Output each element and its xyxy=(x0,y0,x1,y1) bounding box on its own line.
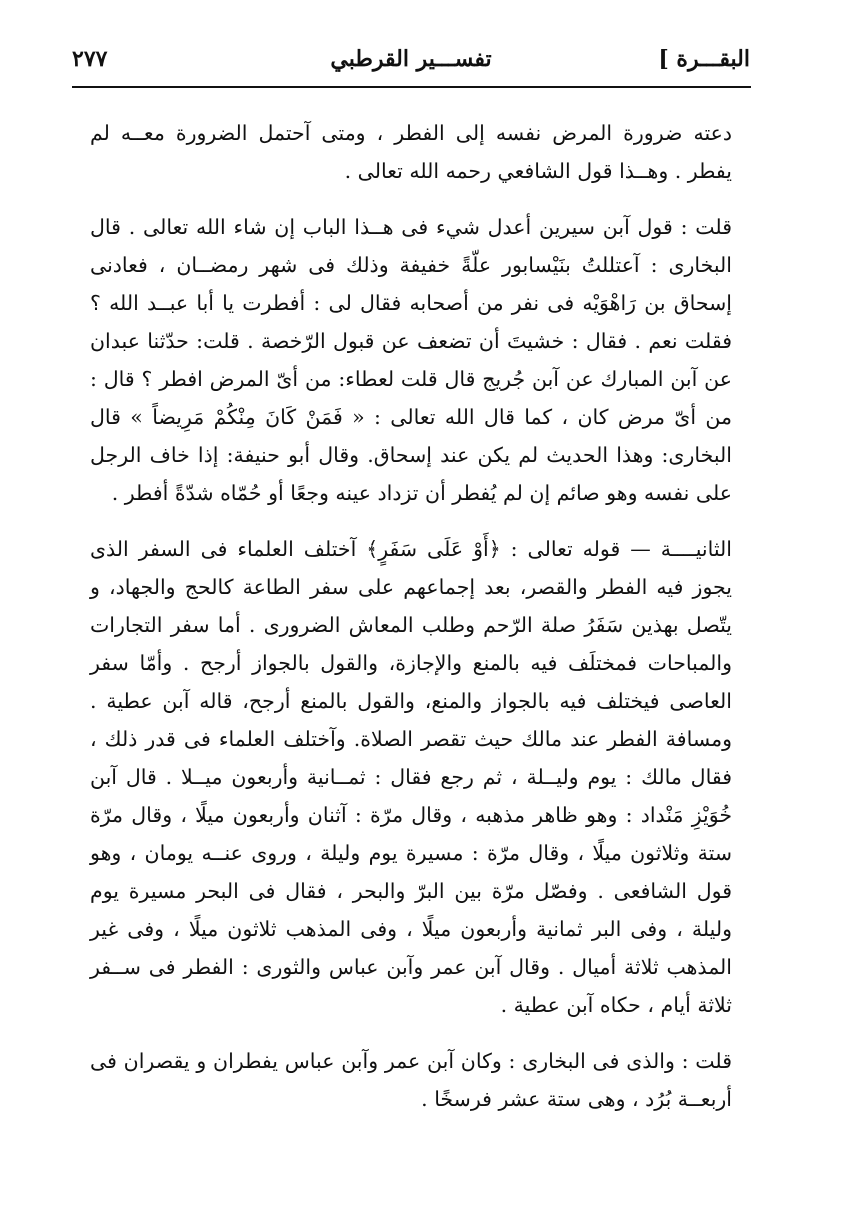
page-body xyxy=(90,114,732,1118)
paragraph-1: دعته ضرورة المرض نفسه إلى الفطر ، ومتى آحتمل الضرورة معــه لم يفطر . وهــذا قول الشافعي رحمه الله تعالى . xyxy=(90,121,732,183)
paragraph-3: الثانيــــة — قوله تعالى : ﴿أَوْ عَلَى سَفَرٍ﴾ آختلف العلماء فى السفر الذى يجوز فيه الفطر والقصر، بعد إجماعهم على سفر الطاعة كالحج والجهاد، و يتّصل بهذين سَفَرُ صلة الرّحم وطلب المعاش الضرورى . أما سفر التجارات والمباحات فمختلَف فيه بالمنع والإجازة، والقول بالجواز أرجح . وأمّا سفر العاصى فيختلف فيه بالجواز والمنع، والقول بالمنع أرجح، قاله آبن عطية . ومسافة الفطر عند مالك حيث تقصر الصلاة. وآختلف العلماء فى قدر ذلك ، فقال مالك : يوم وليــلة ، ثم رجع فقال : ثمــانية وأربعون ميــلا . قال آبن خُوَيْزِ مَنْداد : وهو ظاهر مذهبه ، وقال مرّة : آثنان وأربعون ميلًا ، وقال مرّة ستة وثلاثون ميلًا ، وقال مرّة : مسيرة يوم وليلة ، وروى عنــه يومان ، وهو قول الشافعى . وفصّل مرّة بين البرّ والبحر ، فقال فى البحر مسيرة يوم وليلة ، وفى البر ثمانية وأربعون ميلًا ، وفى المذهب ثلاثون ميلًا ، وفى غير المذهب ثلاثة أميال . وقال آبن عمر وآبن عباس والثورى : الفطر فى ســفر ثلاثة أيام ، حكاه آبن عطية . xyxy=(90,537,732,1017)
book-title: تفســـير القرطبي xyxy=(330,46,492,72)
running-head: البقـــرة ] xyxy=(658,46,750,72)
paragraph-2: قلت : قول آبن سيرين أعدل شيء فى هــذا الباب إن شاء الله تعالى . قال البخارى : آعتللتُ بنَيْسابور علّةً خفيفة وذلك فى شهر رمضــان ، فعادنى إسحاق بن رَاهْوَيْه فى نفر من أصحابه فقال لى : أفطرت يا أبا عبــد الله ؟ فقلت نعم . فقال : خشيتَ أن تضعف عن قبول الرّخصة . قلت: حدّثنا عبدان عن آبن المبارك عن آبن جُريج قال قلت لعطاء: من أىّ المرض افطر ؟ قال : من أىّ مرض كان ، كما قال الله تعالى : « فَمَنْ كَانَ مِنْكُمْ مَرِيضاً » قال البخارى: وهذا الحديث لم يكن عند إسحاق. وقال أبو حنيفة: إذا خاف الرجل على نفسه وهو صائم إن لم يُفطر أن تزداد عينه وجعًا أو حُمّاه شدّةً أفطر . xyxy=(90,215,732,505)
paragraph-4: قلت : والذى فى البخارى : وكان آبن عمر وآبن عباس يفطران و يقصران فى أربعــة بُرُد ، وهى ستة عشر فرسخًا . xyxy=(90,1049,732,1111)
page-number: ٢٧٧ xyxy=(72,46,108,72)
header-rule xyxy=(72,86,751,88)
page-header xyxy=(72,46,750,90)
